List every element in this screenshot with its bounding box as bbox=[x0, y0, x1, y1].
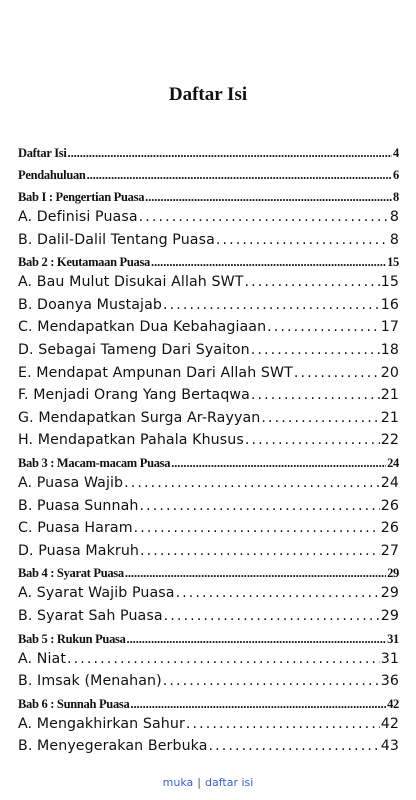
toc-dot-leader bbox=[245, 271, 380, 294]
toc-entry-label: E. Mendapat Ampunan Dari Allah SWT bbox=[18, 364, 293, 381]
toc-link[interactable]: daftar isi bbox=[205, 776, 254, 789]
toc-page-number: 42 bbox=[380, 715, 399, 732]
toc-entry-label: A. Mengakhirkan Sahur bbox=[18, 715, 185, 732]
toc-dot-leader bbox=[294, 362, 380, 385]
toc-entry-label: A. Definisi Puasa bbox=[18, 209, 138, 225]
toc-dot-leader bbox=[251, 339, 380, 362]
toc-dot-leader bbox=[87, 164, 392, 186]
toc-entry-label: Bab I : Pengertian Puasa bbox=[18, 190, 145, 204]
toc-dot-leader bbox=[251, 384, 380, 407]
toc-page-number: 43 bbox=[380, 738, 399, 755]
toc-entry-label: B. Imsak (Menahan) bbox=[18, 673, 162, 690]
toc-dot-leader bbox=[139, 206, 389, 229]
toc-section-entry[interactable] bbox=[18, 713, 399, 736]
toc-section-entry[interactable] bbox=[18, 339, 399, 362]
toc-dot-leader bbox=[267, 316, 380, 339]
toc-section-entry[interactable] bbox=[18, 540, 399, 563]
toc-dot-leader bbox=[164, 605, 380, 628]
toc-page-number: 29 bbox=[387, 566, 399, 581]
toc-page-number: 27 bbox=[380, 542, 399, 559]
toc-entry-label: D. Sebagai Tameng Dari Syaiton bbox=[18, 341, 250, 358]
toc-page-number: 17 bbox=[380, 319, 399, 336]
footer-nav bbox=[0, 776, 416, 789]
toc-entry-label: Bab 5 : Rukun Puasa bbox=[18, 631, 126, 646]
toc-section-entry[interactable] bbox=[18, 582, 399, 605]
toc-section-entry[interactable] bbox=[18, 384, 399, 407]
toc-entry-label: H. Mendapatkan Pahala Khusus bbox=[18, 432, 244, 449]
toc-page-number: 29 bbox=[380, 607, 399, 624]
table-of-contents bbox=[18, 142, 399, 758]
toc-dot-leader bbox=[163, 294, 380, 317]
toc-section-entry[interactable] bbox=[18, 407, 399, 430]
toc-chapter-entry[interactable] bbox=[18, 186, 399, 208]
toc-section-entry[interactable] bbox=[18, 517, 399, 540]
toc-chapter-entry[interactable] bbox=[18, 142, 399, 164]
toc-entry-label: A. Puasa Wajib bbox=[18, 474, 124, 491]
toc-dot-leader bbox=[68, 142, 393, 164]
toc-dot-leader bbox=[245, 429, 380, 452]
toc-entry-label: A. Syarat Wajib Puasa bbox=[18, 585, 175, 602]
toc-dot-leader bbox=[130, 693, 386, 715]
toc-page-number: 36 bbox=[380, 673, 399, 690]
toc-page-number: 42 bbox=[387, 696, 399, 711]
toc-dot-leader bbox=[134, 517, 380, 540]
toc-entry-label: Bab 3 : Macam-macam Puasa bbox=[18, 455, 171, 470]
toc-page-number: 4 bbox=[393, 146, 399, 160]
toc-entry-label: B. Dalil-Dalil Tentang Puasa bbox=[18, 231, 215, 248]
toc-chapter-entry[interactable] bbox=[18, 628, 399, 650]
toc-page-number: 26 bbox=[380, 520, 399, 537]
toc-dot-leader bbox=[163, 670, 380, 693]
toc-chapter-entry[interactable] bbox=[18, 452, 399, 474]
toc-dot-leader bbox=[124, 472, 380, 495]
toc-section-entry[interactable] bbox=[18, 605, 399, 628]
toc-entry-label: G. Mendapatkan Surga Ar-Rayyan bbox=[18, 409, 261, 426]
home-link[interactable]: muka bbox=[162, 776, 194, 789]
toc-entry-label: B. Syarat Sah Puasa bbox=[18, 607, 163, 624]
toc-section-entry[interactable] bbox=[18, 316, 399, 339]
toc-dot-leader bbox=[67, 648, 380, 671]
toc-page-number: 21 bbox=[380, 409, 399, 426]
toc-entry-label: Bab 4 : Syarat Puasa bbox=[18, 566, 124, 581]
toc-entry-label: Bab 2 : Keutamaan Puasa bbox=[18, 255, 151, 270]
toc-entry-label: F. Menjadi Orang Yang Bertaqwa bbox=[18, 387, 250, 404]
toc-dot-leader bbox=[261, 407, 379, 430]
toc-section-entry[interactable] bbox=[18, 648, 399, 671]
toc-dot-leader bbox=[125, 562, 386, 584]
toc-dot-leader bbox=[171, 452, 386, 474]
toc-page-number: 24 bbox=[387, 455, 399, 470]
toc-entry-label: B. Doanya Mustajab bbox=[18, 296, 162, 313]
toc-page-number: 6 bbox=[393, 168, 399, 182]
toc-page-number: 16 bbox=[380, 296, 399, 313]
toc-section-entry[interactable] bbox=[18, 495, 399, 518]
toc-entry-label: B. Puasa Sunnah bbox=[18, 497, 139, 514]
toc-dot-leader bbox=[209, 735, 380, 758]
toc-page-number: 15 bbox=[380, 274, 399, 291]
toc-dot-leader bbox=[186, 713, 380, 736]
toc-section-entry[interactable] bbox=[18, 429, 399, 452]
toc-entry-label: C. Mendapatkan Dua Kebahagiaan bbox=[18, 319, 267, 336]
toc-dot-leader bbox=[140, 540, 380, 563]
toc-page-number: 26 bbox=[380, 497, 399, 514]
toc-page-number: 8 bbox=[389, 231, 399, 248]
toc-page-number: 21 bbox=[380, 387, 399, 404]
toc-chapter-entry[interactable] bbox=[18, 562, 399, 584]
toc-entry-label: Daftar Isi bbox=[18, 146, 67, 160]
toc-page-number: 22 bbox=[380, 432, 399, 449]
toc-dot-leader bbox=[216, 229, 389, 252]
toc-page-number: 20 bbox=[380, 364, 399, 381]
toc-chapter-entry[interactable] bbox=[18, 164, 399, 186]
toc-chapter-entry[interactable] bbox=[18, 693, 399, 715]
toc-page-number: 18 bbox=[380, 341, 399, 358]
toc-dot-leader bbox=[145, 186, 392, 208]
toc-entry-label: D. Puasa Makruh bbox=[18, 542, 139, 559]
toc-page-number: 31 bbox=[380, 650, 399, 667]
toc-entry-label: A. Niat bbox=[18, 650, 66, 667]
toc-dot-leader bbox=[176, 582, 380, 605]
toc-section-entry[interactable] bbox=[18, 670, 399, 693]
toc-page-number: 24 bbox=[380, 474, 399, 491]
toc-page-number: 31 bbox=[387, 631, 399, 646]
toc-section-entry[interactable] bbox=[18, 472, 399, 495]
footer-separator: | bbox=[197, 776, 201, 789]
toc-page-number: 8 bbox=[389, 209, 399, 225]
toc-entry-label: Pendahuluan bbox=[18, 168, 86, 182]
toc-section-entry[interactable] bbox=[18, 735, 399, 758]
toc-page-number: 8 bbox=[393, 190, 399, 204]
toc-section-entry[interactable] bbox=[18, 271, 399, 294]
toc-entry-label: C. Puasa Haram bbox=[18, 520, 133, 537]
toc-page-number: 15 bbox=[387, 255, 399, 270]
toc-section-entry[interactable] bbox=[18, 206, 399, 229]
toc-page-number: 29 bbox=[380, 585, 399, 602]
toc-entry-label: A. Bau Mulut Disukai Allah SWT bbox=[18, 274, 244, 291]
toc-entry-label: Bab 6 : Sunnah Puasa bbox=[18, 696, 130, 711]
toc-dot-leader bbox=[140, 495, 380, 518]
toc-chapter-entry[interactable] bbox=[18, 251, 399, 273]
page-title: Daftar Isi bbox=[168, 84, 248, 105]
toc-section-entry[interactable] bbox=[18, 294, 399, 317]
toc-section-entry[interactable] bbox=[18, 229, 399, 252]
toc-dot-leader bbox=[127, 628, 387, 650]
toc-section-entry[interactable] bbox=[18, 362, 399, 385]
toc-entry-label: B. Menyegerakan Berbuka bbox=[18, 738, 208, 755]
toc-dot-leader bbox=[151, 251, 386, 273]
